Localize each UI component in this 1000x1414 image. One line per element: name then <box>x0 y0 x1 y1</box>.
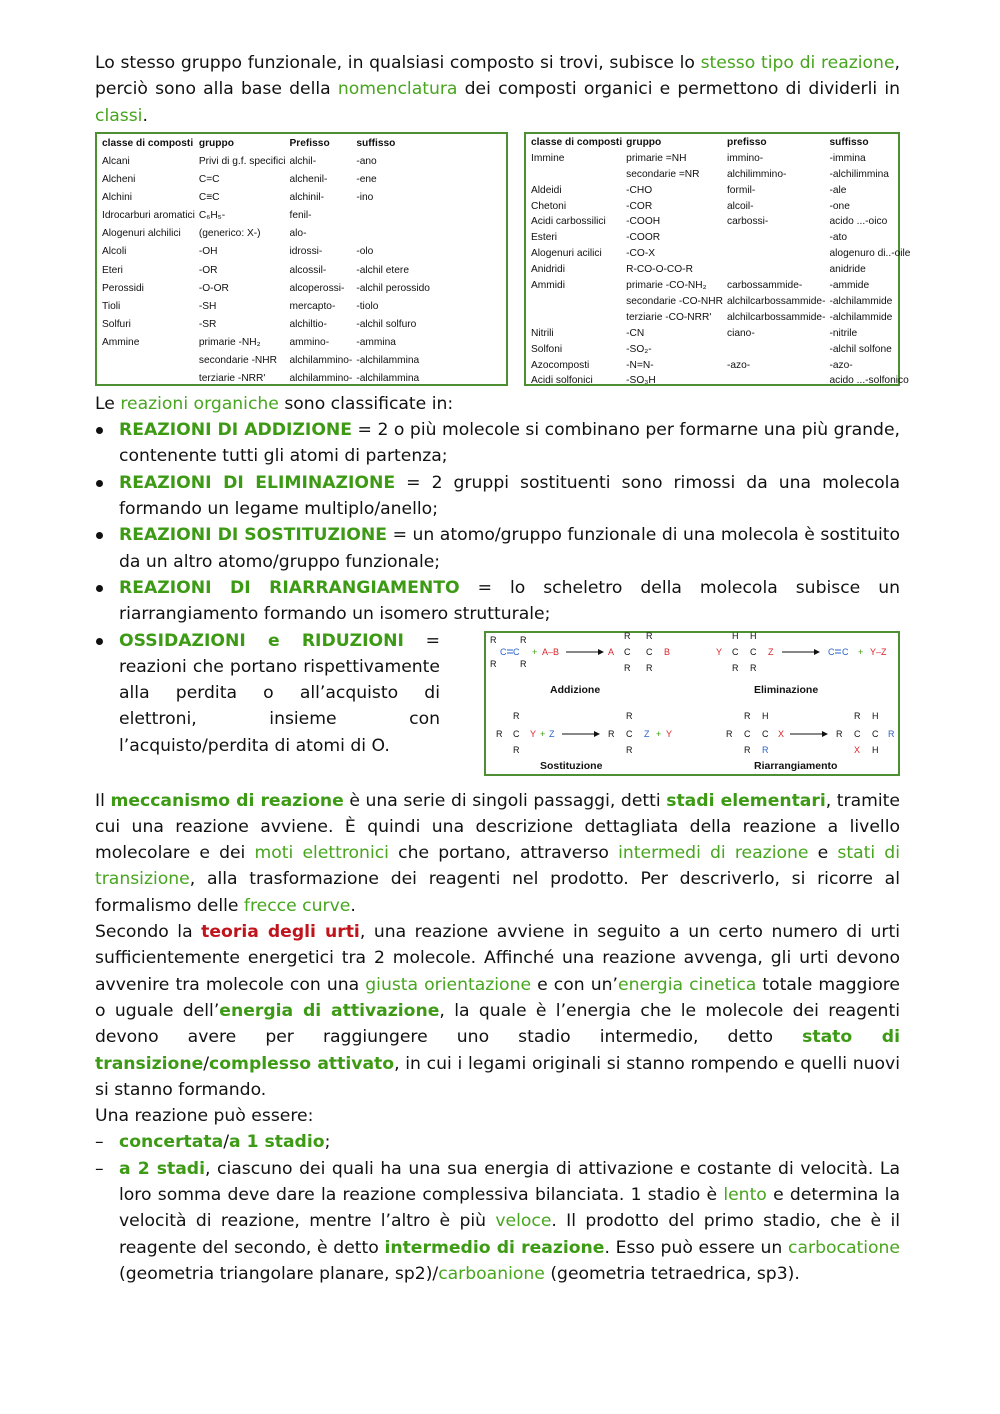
table-header-cell: Prefisso <box>289 137 330 149</box>
table-cell: terziarie -CO-NRR' <box>626 311 712 323</box>
svg-text:R: R <box>744 710 751 721</box>
list-item: REAZIONI DI SOSTITUZIONE = un atomo/gruppo funzionale di una molecola è sostituito da un altro atomo/gruppo funzionale; <box>95 522 900 575</box>
svg-text:R: R <box>624 630 631 641</box>
table-cell <box>529 294 624 310</box>
table-cell: Acidi carbossilici <box>531 216 606 228</box>
table-cell: -alchil solfuro <box>356 318 417 330</box>
table-row <box>100 298 432 316</box>
table-cell: -olo <box>356 246 374 258</box>
reaction-diagram-svg <box>486 630 897 773</box>
svg-text:R: R <box>520 634 527 645</box>
svg-text:H: H <box>732 630 739 641</box>
table-cell <box>529 310 624 326</box>
table-cell: primarie =NH <box>626 152 687 164</box>
table-cell: -ato <box>829 232 848 244</box>
svg-text:R: R <box>836 728 843 739</box>
table-cell: Alcoli <box>102 246 127 258</box>
svg-text:R: R <box>646 630 653 641</box>
svg-text:C: C <box>626 728 633 739</box>
table-cell <box>354 207 432 225</box>
table-row <box>529 246 912 262</box>
table-cell: -COOH <box>626 216 661 228</box>
table-header-cell: prefisso <box>726 136 767 148</box>
table-row <box>100 207 432 225</box>
table-cell: Ammine <box>102 336 140 348</box>
svg-text:R: R <box>496 728 503 739</box>
table-cell: -azo- <box>726 359 751 371</box>
table-cell: fenil- <box>289 210 312 222</box>
addition-label: Addizione <box>550 683 601 696</box>
svg-text:R: R <box>513 744 520 755</box>
table-cell: alchil- <box>289 155 317 167</box>
table-cell: Acidi solfonici <box>531 375 593 387</box>
svg-text:+: + <box>532 646 538 657</box>
table-cell: alchilammino- <box>289 373 353 385</box>
table-row <box>100 225 432 243</box>
table-cell: Tioli <box>102 300 121 312</box>
table-cell: -alchil solfone <box>829 343 892 355</box>
svg-text:Y: Y <box>530 728 537 739</box>
table-cell: -azo- <box>829 359 853 371</box>
table-cell: -ale <box>829 184 847 196</box>
table-cell: Perossidi <box>102 282 144 294</box>
table-cell: Alogenuri alchilici <box>102 228 181 240</box>
svg-text:R: R <box>888 728 895 739</box>
table-cell: alchinil- <box>289 192 325 204</box>
svg-text:C: C <box>732 646 739 657</box>
table-cell: Alogenuri acilici <box>531 248 602 260</box>
table-cell <box>725 230 828 246</box>
table-cell: acido ...-solfonico <box>829 375 909 387</box>
table-cell: -ammina <box>356 336 396 348</box>
svg-text:C: C <box>872 728 879 739</box>
table-cell: -CHO <box>626 184 653 196</box>
table-cell: immino- <box>726 152 764 164</box>
document-page <box>95 50 911 1287</box>
table-cell: Azocomposti <box>531 359 590 371</box>
table-cell: -O-OR <box>198 282 229 294</box>
svg-text:Y: Y <box>716 646 723 657</box>
svg-text:+: + <box>656 728 662 739</box>
table-cell: -alchil etere <box>356 264 409 276</box>
table-cell <box>100 370 197 388</box>
svg-text:+: + <box>540 728 546 739</box>
table-header-cell: gruppo <box>198 137 234 149</box>
table-cell: anidride <box>829 264 866 276</box>
table-row <box>529 230 912 246</box>
table-row <box>100 316 432 334</box>
table-cell: -CO-X <box>626 248 656 260</box>
table-cell: Nitrili <box>531 327 554 339</box>
list-item: REAZIONI DI ELIMINAZIONE = 2 gruppi sostituenti sono rimossi da una molecola formando un legame multiplo/anello; <box>95 470 900 523</box>
table-cell: Idrocarburi aromatici <box>102 210 195 222</box>
svg-text:A: A <box>608 646 615 657</box>
table-cell: idrossi- <box>289 246 323 258</box>
table-cell: Chetoni <box>531 200 567 212</box>
table-row <box>529 358 912 374</box>
svg-text:R: R <box>626 710 633 721</box>
intro-paragraph: Lo stesso gruppo funzionale, in qualsiasi composto si trovi, subisce lo stesso tipo di reazione, perciò sono alla base della nomenclatura dei composti organici e permettono di dividerli in classi. <box>95 53 900 126</box>
nomenclature-table-1 <box>95 132 508 386</box>
table-cell <box>725 342 828 358</box>
svg-text:Y: Y <box>666 728 673 739</box>
table-row <box>529 342 912 358</box>
table-cell: -ano <box>356 155 377 167</box>
table-cell: (generico: X-) <box>198 228 261 240</box>
table-cell: alchiltio- <box>289 318 327 330</box>
svg-text:X: X <box>854 744 861 755</box>
table-header-cell: suffisso <box>356 137 396 149</box>
table-cell: Immine <box>531 152 565 164</box>
svg-text:C: C <box>842 646 849 657</box>
table-cell: -alchilammide <box>829 311 893 323</box>
table-cell: carbossi- <box>726 216 769 228</box>
reaction-types-diagram <box>484 631 900 776</box>
svg-text:C: C <box>624 646 631 657</box>
list-item: REAZIONI DI RIARRANGIAMENTO = lo scheletro della molecola subisce un riarrangiamento formando un isomero strutturale; <box>95 575 900 628</box>
svg-text:C: C <box>750 646 757 657</box>
svg-text:C: C <box>646 646 653 657</box>
svg-text:R: R <box>608 728 615 739</box>
table-cell: -SO₃H <box>626 375 656 387</box>
table-header-row <box>529 135 912 151</box>
table-cell: Aldeidi <box>531 184 562 196</box>
table-cell: -SR <box>198 318 217 330</box>
svg-text:Z: Z <box>644 728 650 739</box>
table-cell: secondarie -CO-NHR <box>626 295 723 307</box>
table-row <box>529 262 912 278</box>
table-cell: -COR <box>626 200 653 212</box>
svg-text:R: R <box>490 658 497 669</box>
table-cell: Alchini <box>102 192 133 204</box>
table-cell: primarie -NH₂ <box>198 336 261 348</box>
table-cell: -alchilammide <box>829 295 893 307</box>
table-cell: Alcheni <box>102 174 136 186</box>
svg-text:C: C <box>513 646 520 657</box>
svg-text:A–B: A–B <box>542 646 560 657</box>
table-cell: Eteri <box>102 264 123 276</box>
table-cell: R-CO-O-CO-R <box>626 264 693 276</box>
table-header-cell: classe di composti <box>102 137 194 149</box>
table-cell <box>725 373 828 389</box>
table-cell: alcoperossi- <box>289 282 345 294</box>
table-cell: Alcani <box>102 155 130 167</box>
table-row <box>529 151 912 167</box>
substitution-scheme <box>496 711 672 772</box>
svg-text:+: + <box>858 646 864 657</box>
svg-text:Z: Z <box>768 646 774 657</box>
svg-text:C: C <box>744 728 751 739</box>
table-cell: terziarie -NRR' <box>198 373 266 385</box>
table-cell: -alchil perossido <box>356 282 430 294</box>
table-cell: ciano- <box>726 327 755 339</box>
stages-list <box>95 1129 900 1287</box>
diagram-r-label: R <box>490 634 497 645</box>
table-cell: alo- <box>289 228 307 240</box>
svg-text:H: H <box>872 710 879 721</box>
svg-text:R: R <box>520 658 527 669</box>
table-cell: carbossammide- <box>726 280 803 292</box>
list-item: – concertata/a 1 stadio; <box>95 1129 900 1155</box>
table-cell: Ammidi <box>531 280 565 292</box>
elimination-label: Eliminazione <box>754 683 819 696</box>
table-cell <box>725 262 828 278</box>
table-cell: alchilammino- <box>289 355 353 367</box>
table-row <box>529 373 912 389</box>
redox-list <box>95 602 440 776</box>
table-cell <box>725 246 828 262</box>
svg-text:C: C <box>854 728 861 739</box>
table-row <box>100 153 432 171</box>
table-row <box>529 214 912 230</box>
nomenclature-tables <box>95 132 911 387</box>
table-cell: -OH <box>198 246 218 258</box>
svg-text:H: H <box>872 744 879 755</box>
table-cell: C=C <box>198 174 220 186</box>
table-cell: ammino- <box>289 336 330 348</box>
table-row <box>529 326 912 342</box>
table-row <box>529 310 912 326</box>
table-cell: Privi di g.f. specifici <box>198 155 286 167</box>
table-cell: -OR <box>198 264 218 276</box>
table-row <box>100 171 432 189</box>
table-cell: alogenuro di..-oile <box>829 248 911 260</box>
table-cell: -ino <box>356 192 374 204</box>
svg-text:H: H <box>750 630 757 641</box>
table-row <box>100 352 432 370</box>
svg-text:R: R <box>744 744 751 755</box>
table-cell: -alchilimmina <box>829 168 889 180</box>
table-cell: -alchilammina <box>356 373 420 385</box>
svg-text:R: R <box>626 744 633 755</box>
list-item: – a 2 stadi, ciascuno dei quali ha una sua energia di attivazione e costante di velocità. La loro somma deve dare la reazione complessiva bilanciata. 1 stadio è lento e determina la velocità di reazione, mentre l’altro è più veloce. Il prodotto del primo stadio, che è il reagente del secondo, è detto intermedio di reazione. Esso può essere un carbocatione (geometria triangolare planare, sp2)/carboanione (geometria tetraedrica, sp3). <box>95 1156 900 1287</box>
table-cell <box>100 352 197 370</box>
reactions-intro: Le reazioni organiche sono classificate in: <box>95 393 454 414</box>
table-row <box>529 278 912 294</box>
elimination-scheme <box>716 631 887 696</box>
table-cell: alchilcarbossammide- <box>726 295 826 307</box>
table-cell: alchilimmino- <box>726 168 787 180</box>
table-cell: formil- <box>726 184 756 196</box>
svg-text:R: R <box>750 662 757 673</box>
addition-scheme <box>490 631 670 696</box>
svg-text:C: C <box>828 646 835 657</box>
table-cell: alcossil- <box>289 264 327 276</box>
table-cell: Solfuri <box>102 318 131 330</box>
table-cell <box>354 225 432 243</box>
rearrangement-label: Riarrangiamento <box>754 759 838 772</box>
table-row <box>100 334 432 352</box>
table-row <box>100 280 432 298</box>
table-header-cell: classe di composti <box>531 136 623 148</box>
list-item: REAZIONI DI ADDIZIONE = 2 o più molecole si combinano per formarne una più grande, contenente tutti gli atomi di partenza; <box>95 417 900 470</box>
table-cell: Anidridi <box>531 264 565 276</box>
table-cell: -CN <box>626 327 645 339</box>
table-cell: Esteri <box>531 232 558 244</box>
list-item: OSSIDAZIONI e RIDUZIONI = reazioni che portano rispettivamente alla perdita o all’acquisto di elettroni, insieme con l’acquisto/perdita di atomi di O. <box>95 628 440 759</box>
table-row <box>529 167 912 183</box>
svg-text:C: C <box>762 728 769 739</box>
table-cell: -SH <box>198 300 217 312</box>
svg-text:R: R <box>854 710 861 721</box>
table-cell: -COOR <box>626 232 661 244</box>
svg-text:Z: Z <box>549 728 555 739</box>
substitution-label: Sostituzione <box>540 759 603 772</box>
table-cell: primarie -CO-NH₂ <box>626 280 707 292</box>
svg-text:C: C <box>500 646 507 657</box>
table-cell: secondarie =NR <box>626 168 700 180</box>
svg-text:R: R <box>732 662 739 673</box>
table-row <box>100 189 432 207</box>
svg-text:Y–Z: Y–Z <box>870 646 887 657</box>
table-cell: -tiolo <box>356 300 379 312</box>
table-header-cell: suffisso <box>829 136 869 148</box>
svg-text:R: R <box>624 662 631 673</box>
svg-text:X: X <box>778 728 785 739</box>
table-cell: -ene <box>356 174 377 186</box>
stages-intro: Una reazione può essere: <box>95 1106 314 1127</box>
table-cell <box>529 167 624 183</box>
svg-text:R: R <box>762 744 769 755</box>
table-cell: C₆H₅- <box>198 210 226 222</box>
table-cell: -ammide <box>829 280 870 292</box>
table-cell: -nitrile <box>829 327 858 339</box>
table-cell: -SO₂- <box>626 343 652 355</box>
svg-text:R: R <box>726 728 733 739</box>
table-row <box>529 199 912 215</box>
table-cell: -alchilammina <box>356 355 420 367</box>
table-row <box>529 294 912 310</box>
table-cell: Solfoni <box>531 343 563 355</box>
svg-text:B: B <box>664 646 671 657</box>
table-cell: alchilcarbossammide- <box>726 311 826 323</box>
table-row <box>100 243 432 261</box>
svg-text:R: R <box>513 710 520 721</box>
table-row <box>529 183 912 199</box>
table-cell: mercapto- <box>289 300 336 312</box>
rearrangement-scheme <box>726 711 895 772</box>
svg-text:R: R <box>646 662 653 673</box>
table-cell: secondarie -NHR <box>198 355 277 367</box>
table-cell: -N=N- <box>626 359 654 371</box>
table-cell: C≡C <box>198 192 220 204</box>
table-header-cell: gruppo <box>626 136 662 148</box>
reaction-types-list <box>95 417 900 575</box>
svg-text:C: C <box>513 728 520 739</box>
table-header-row <box>100 135 432 153</box>
table-cell: acido ...-oico <box>829 216 888 228</box>
redox-and-diagram <box>95 602 900 776</box>
mechanism-paragraph: Il meccanismo di reazione è una serie di singoli passaggi, detti stadi elementari, tramite cui una reazione avviene. È quindi una descrizione dettagliata della reazione a livello molecolare e dei moti elettronici che portano, attraverso intermedi di reazione e stati di transizione, alla trasformazione dei reagenti nel prodotto. Per descriverlo, si ricorre al formalismo delle frecce curve. <box>95 790 900 916</box>
nomenclature-table-2 <box>524 132 911 387</box>
collision-theory-paragraph: Secondo la teoria degli urti, una reazione avviene in seguito a un certo numero di urti sufficientemente energetici tra 2 molecole. Affinché una reazione avvenga, gli urti devono avvenire tra molecole con una giusta orientazione e con un’energia cinetica totale maggiore o uguale dell’energia di attivazione, la quale è l’energia che le molecole dei reagenti devono avere per raggiungere uno stadio intermedio, detto stato di transizione/complesso attivato, in cui i legami originali si stanno rompendo e quelli nuovi si stanno formando. <box>95 922 901 1100</box>
table-cell: alcoil- <box>726 200 754 212</box>
table-cell: -immina <box>829 152 866 164</box>
table-cell: -one <box>829 200 850 212</box>
table-row <box>100 262 432 280</box>
reaction-types-list-rearrangement <box>95 575 900 628</box>
table-cell: alchenil- <box>289 174 328 186</box>
svg-text:H: H <box>762 710 769 721</box>
table-row <box>100 370 432 388</box>
